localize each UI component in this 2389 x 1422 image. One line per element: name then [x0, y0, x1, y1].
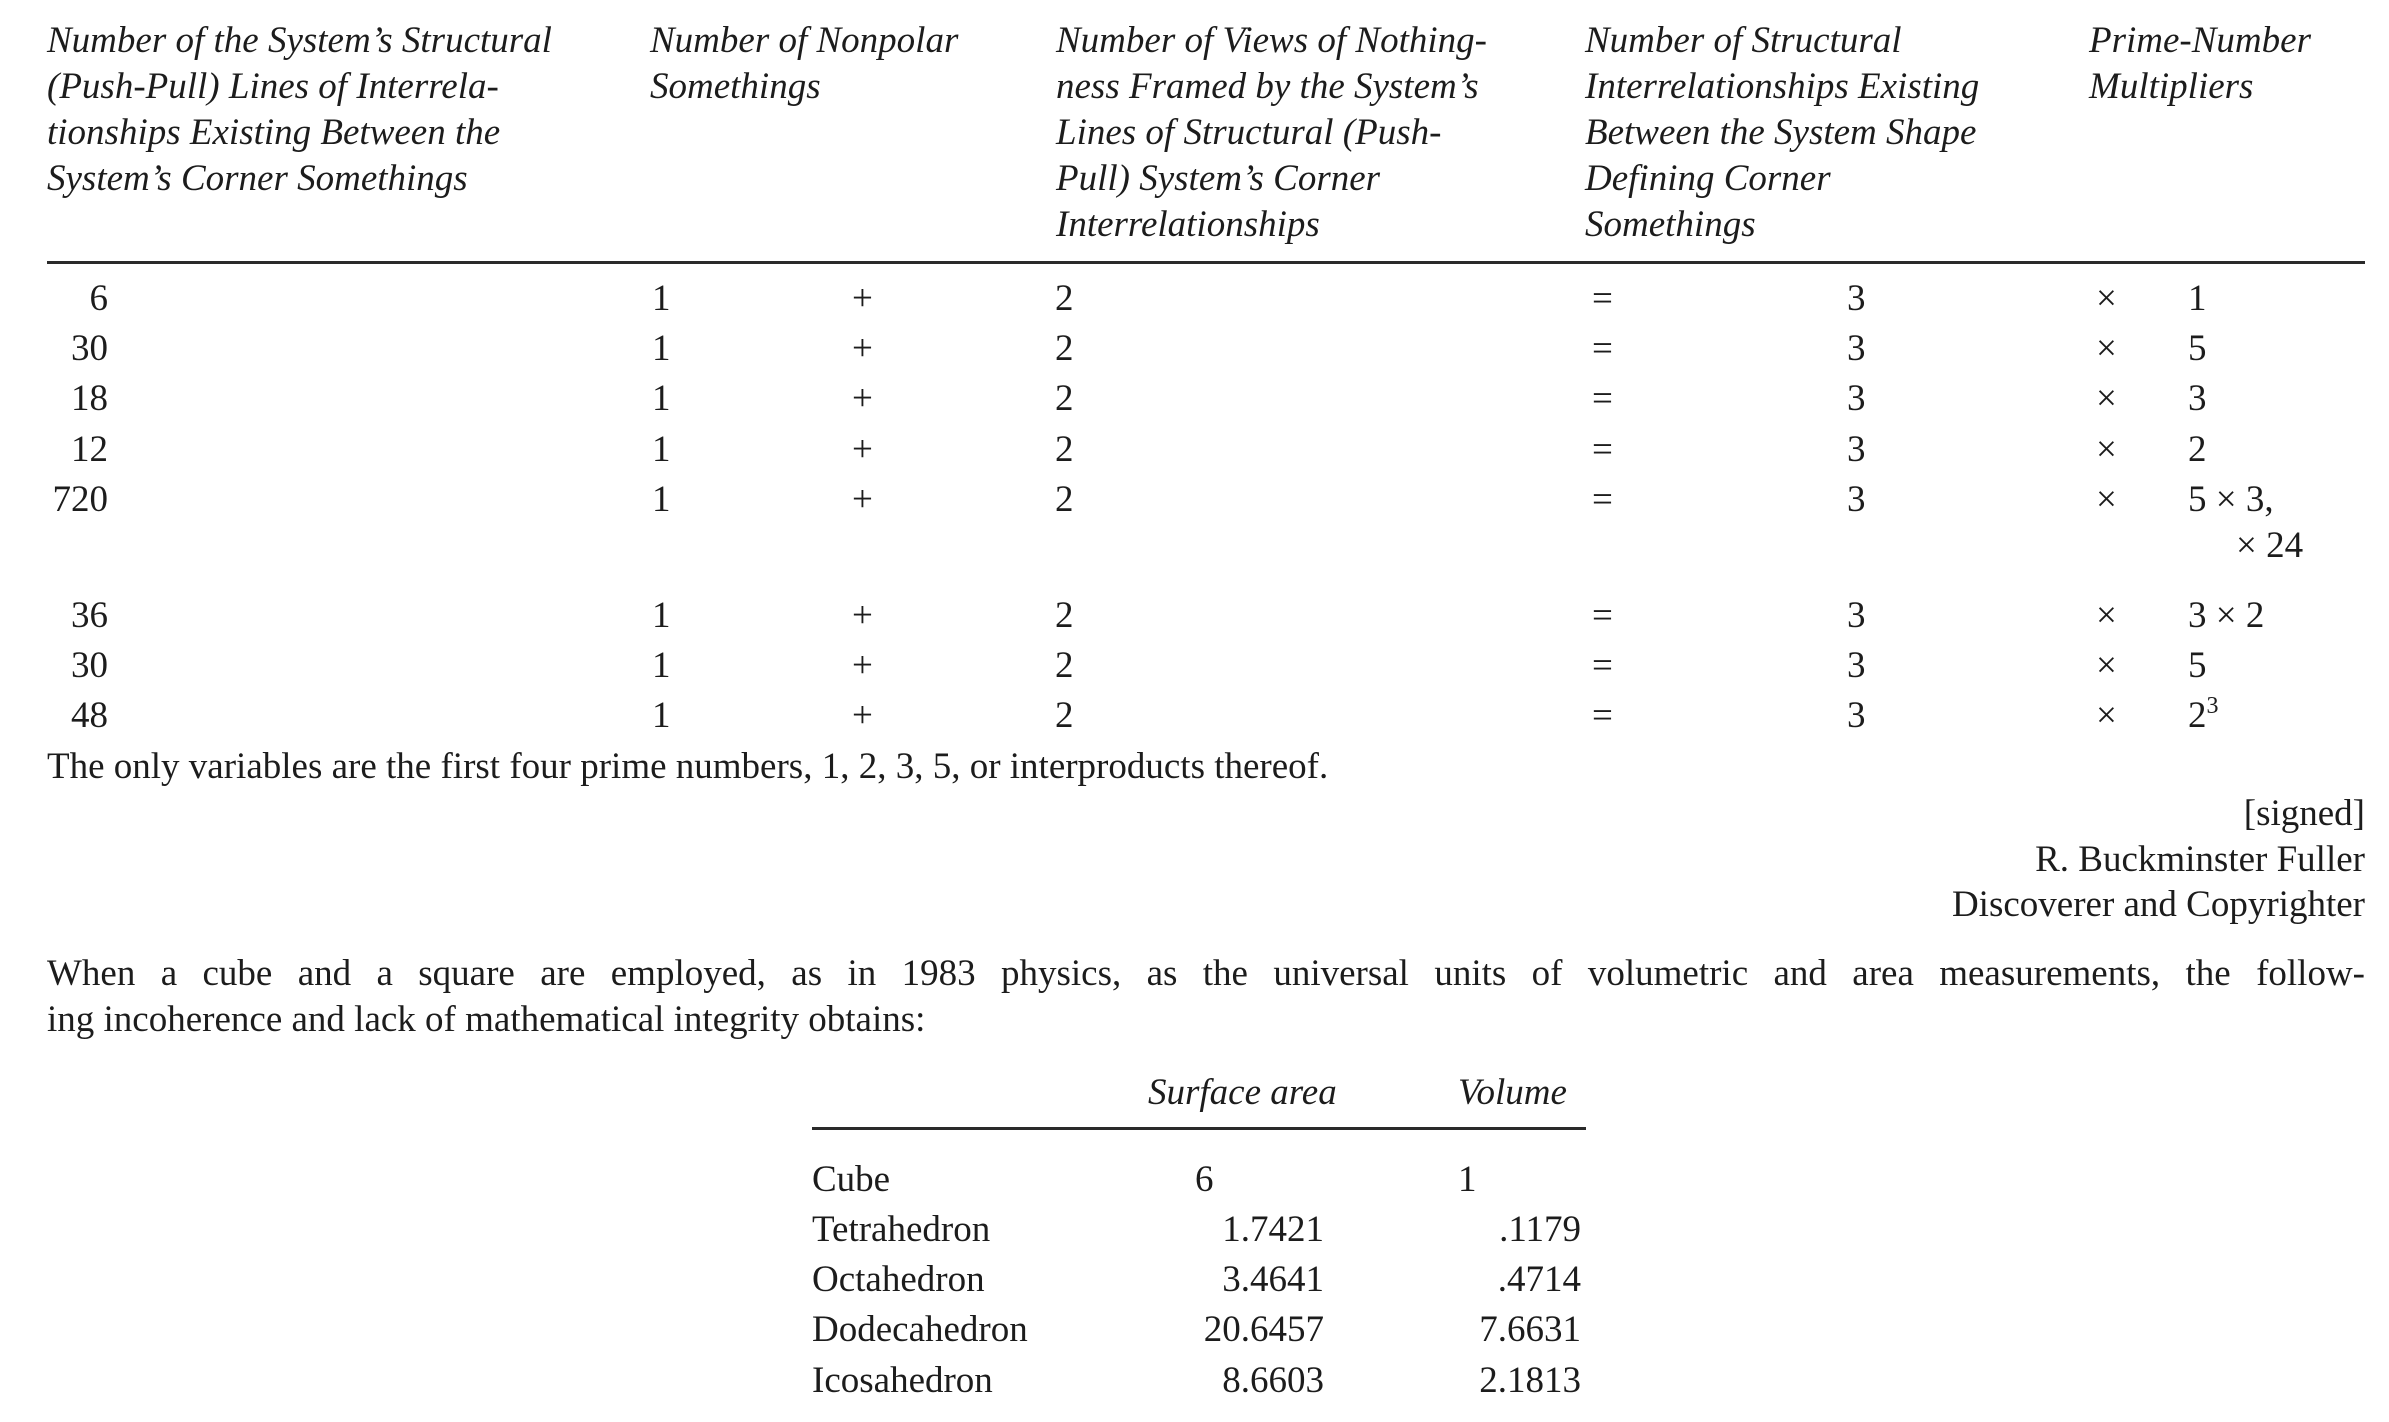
cell-structural-interrelationships: 3	[1847, 695, 1866, 736]
table1-header-rule	[47, 261, 2365, 264]
cell-views: 2	[1055, 695, 1074, 736]
cell-structural-interrelationships: 3	[1847, 479, 1866, 520]
cell-prime-multiplier: 3 × 2	[2188, 595, 2265, 636]
table1-footnote: The only variables are the first four prime numbers, 1, 2, 3, 5, or interproducts thereof.	[47, 746, 1329, 787]
cell-surface-area: 8.6603	[1222, 1360, 1324, 1401]
cell-surface-area: 6	[1195, 1159, 1214, 1200]
paragraph-line-2: ing incoherence and lack of mathematical integrity obtains:	[47, 999, 926, 1040]
cell-views: 2	[1055, 278, 1074, 319]
times-sign: ×	[2096, 278, 2117, 319]
cell-structural-lines: 30	[71, 328, 108, 369]
cell-structural-interrelationships: 3	[1847, 429, 1866, 470]
cell-prime-multiplier	[2188, 694, 2219, 738]
cell-views: 2	[1055, 328, 1074, 369]
signature-signed: [signed]	[2243, 793, 2365, 834]
cell-nonpolar: 1	[652, 429, 671, 470]
equals-sign: =	[1592, 595, 1613, 636]
cell-nonpolar: 1	[652, 479, 671, 520]
cell-surface-area: 3.4641	[1222, 1259, 1324, 1300]
cell-views: 2	[1055, 378, 1074, 419]
cell-prime-multiplier: 1	[2188, 278, 2207, 319]
cell-prime-multiplier: 5	[2188, 645, 2207, 686]
cell-structural-interrelationships: 3	[1847, 278, 1866, 319]
signature-name: R. Buckminster Fuller	[2035, 839, 2365, 880]
cell-prime-multiplier: 5 × 3,	[2188, 479, 2274, 520]
cell-volume: .4714	[1497, 1259, 1581, 1300]
multiplier-base: 2	[2188, 695, 2207, 736]
cell-structural-lines: 36	[71, 595, 108, 636]
cell-structural-lines: 48	[71, 695, 108, 736]
cell-structural-lines: 12	[71, 429, 108, 470]
cell-views: 2	[1055, 429, 1074, 470]
cell-nonpolar: 1	[652, 278, 671, 319]
plus-sign: +	[852, 695, 873, 736]
header-nonpolar-somethings: Number of Nonpolar Somethings	[650, 20, 959, 107]
signature-title: Discoverer and Copyrighter	[1951, 884, 2365, 925]
multiplier-exponent: 3	[2206, 693, 2219, 719]
equals-sign: =	[1592, 328, 1613, 369]
cell-volume: 7.6631	[1479, 1309, 1581, 1350]
header-views-of-nothingness: Number of Views of Nothing- ness Framed by the System’s Lines of Structural (Push- Pull) System’s Corner Interrelationships	[1056, 20, 1487, 245]
cell-structural-interrelationships: 3	[1847, 595, 1866, 636]
cell-solid-name: Octahedron	[812, 1259, 985, 1300]
cell-views: 2	[1055, 595, 1074, 636]
times-sign: ×	[2096, 695, 2117, 736]
times-sign: ×	[2096, 479, 2117, 520]
cell-nonpolar: 1	[652, 645, 671, 686]
times-sign: ×	[2096, 328, 2117, 369]
times-sign: ×	[2096, 595, 2117, 636]
times-sign: ×	[2096, 645, 2117, 686]
equals-sign: =	[1592, 429, 1613, 470]
cell-structural-lines: 30	[71, 645, 108, 686]
times-sign: ×	[2096, 429, 2117, 470]
cell-views: 2	[1055, 645, 1074, 686]
cell-structural-lines: 6	[89, 278, 108, 319]
cell-views: 2	[1055, 479, 1074, 520]
header-structural-lines: Number of the System’s Structural (Push-Pull) Lines of Interrela- tionships Existing Between the System’s Corner Somethings	[47, 20, 552, 199]
cell-solid-name: Cube	[812, 1159, 891, 1200]
equals-sign: =	[1592, 479, 1613, 520]
table2-header-rule	[812, 1127, 1586, 1130]
cell-structural-interrelationships: 3	[1847, 328, 1866, 369]
paragraph-line-1: When a cube and a square are employed, as in 1983 physics, as the universal units of volumetric and area measurements, the follow-	[47, 953, 2365, 994]
table2-header-volume: Volume	[1458, 1072, 1567, 1113]
cell-structural-lines: 720	[52, 479, 108, 520]
cell-prime-multiplier: 5	[2188, 328, 2207, 369]
cell-volume: 1	[1458, 1159, 1477, 1200]
plus-sign: +	[852, 645, 873, 686]
cell-nonpolar: 1	[652, 378, 671, 419]
equals-sign: =	[1592, 645, 1613, 686]
cell-prime-multiplier: 3	[2188, 378, 2207, 419]
plus-sign: +	[852, 328, 873, 369]
cell-structural-lines: 18	[71, 378, 108, 419]
cell-surface-area: 1.7421	[1222, 1209, 1324, 1250]
cell-volume: 2.1813	[1479, 1360, 1581, 1401]
equals-sign: =	[1592, 278, 1613, 319]
cell-prime-multiplier: 2	[2188, 429, 2207, 470]
cell-nonpolar: 1	[652, 695, 671, 736]
plus-sign: +	[852, 429, 873, 470]
cell-nonpolar: 1	[652, 328, 671, 369]
times-sign: ×	[2096, 378, 2117, 419]
plus-sign: +	[852, 595, 873, 636]
plus-sign: +	[852, 479, 873, 520]
equals-sign: =	[1592, 378, 1613, 419]
cell-structural-interrelationships: 3	[1847, 645, 1866, 686]
cell-prime-multiplier-continued: × 24	[2236, 525, 2304, 566]
cell-volume: .1179	[1499, 1209, 1581, 1250]
cell-solid-name: Dodecahedron	[812, 1309, 1028, 1350]
cell-solid-name: Tetrahedron	[812, 1209, 991, 1250]
equals-sign: =	[1592, 695, 1613, 736]
cell-nonpolar: 1	[652, 595, 671, 636]
cell-solid-name: Icosahedron	[812, 1360, 993, 1401]
cell-surface-area: 20.6457	[1203, 1309, 1324, 1350]
header-prime-multipliers: Prime-Number Multipliers	[2089, 20, 2311, 107]
header-structural-interrelationships: Number of Structural Interrelationships Existing Between the System Shape Defining Corner Somethings	[1585, 20, 1980, 245]
plus-sign: +	[852, 278, 873, 319]
plus-sign: +	[852, 378, 873, 419]
table2-header-surface-area: Surface area	[1148, 1072, 1337, 1113]
cell-structural-interrelationships: 3	[1847, 378, 1866, 419]
